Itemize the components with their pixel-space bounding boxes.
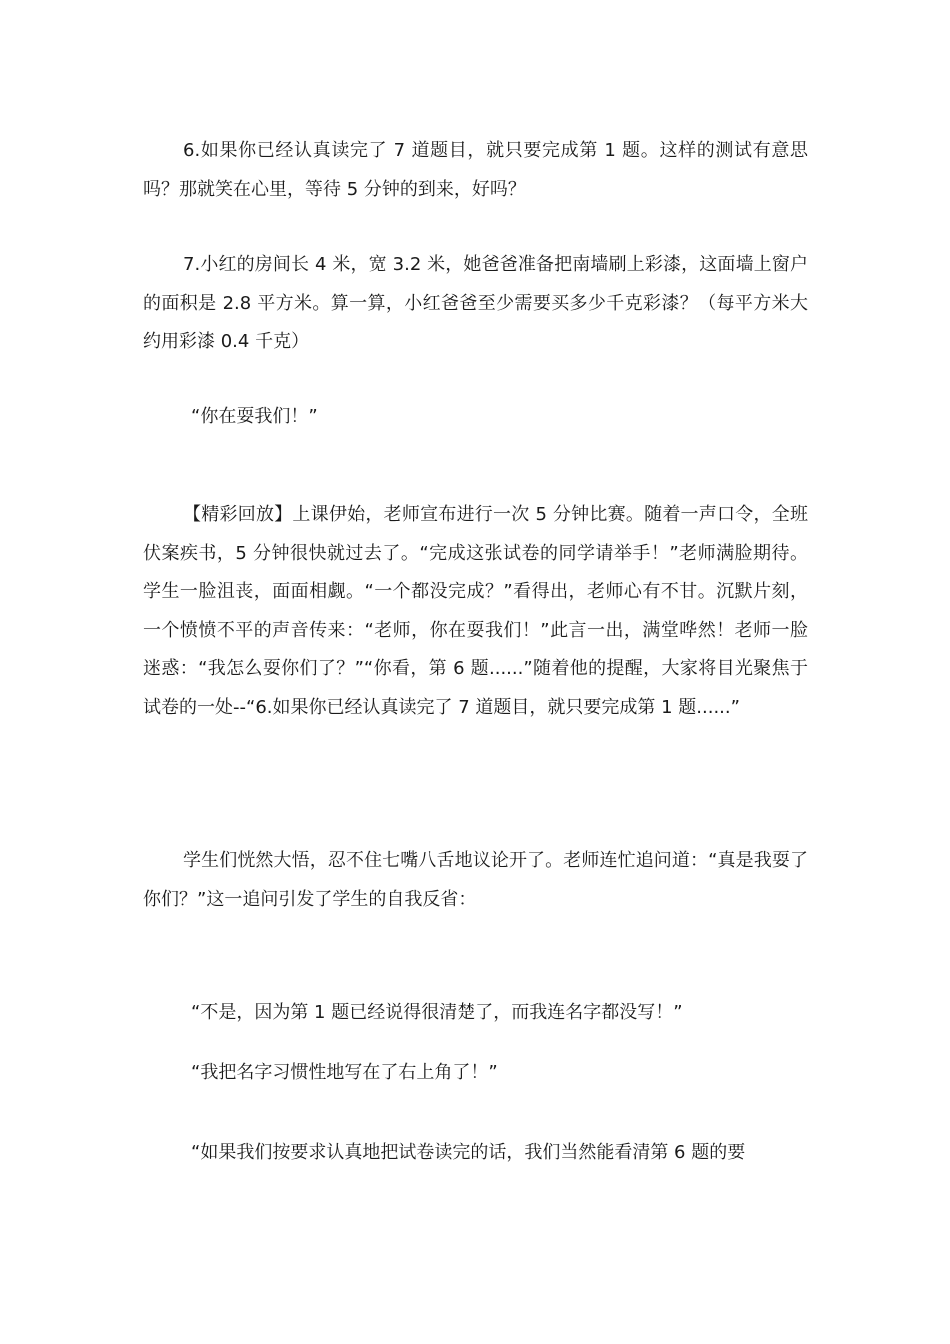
paragraph-question-6: 6.如果你已经认真读完了 7 道题目，就只要完成第 1 题。这样的测试有意思吗？那就笑在心里，等待 5 分钟的到来，好吗？: [143, 140, 808, 200]
paragraph-highlight-replay: 【精彩回放】上课伊始，老师宣布进行一次 5 分钟比赛。随着一声口令，全班伏案疾书，5 分钟很快就过去了。“完成这张试卷的同学请举手！”老师满脸期待。学生一脸沮丧，面面相觑。“一个都没完成？”看得出，老师心有不甘。沉默片刻，一个愤愤不平的声音传来：“老师，你在耍我们！”此言一出，满堂哗然！老师一脸迷惑：“我怎么耍你们了？”“你看，第 6 题......”随着他的提醒，大家将目光聚焦于试卷的一处--“6.如果你已经认真读完了 7 道题目，就只要完成第 1 题......”: [143, 504, 808, 718]
paragraph-student-reply-1: “不是，因为第 1 题已经说得很清楚了，而我连名字都没写！”: [191, 1002, 683, 1023]
paragraph-heading-quote: “你在耍我们！”: [191, 406, 318, 427]
paragraph-student-reply-3: “如果我们按要求认真地把试卷读完的话，我们当然能看清第 6 题的要: [191, 1142, 746, 1163]
paragraph-student-reply-2: “我把名字习惯性地写在了右上角了！”: [191, 1062, 498, 1083]
paragraph-question-7: 7.小红的房间长 4 米，宽 3.2 米，她爸爸准备把南墙刷上彩漆，这面墙上窗户的面积是 2.8 平方米。算一算，小红爸爸至少需要买多少千克彩漆？（每平方米大约用彩漆 0.4 千克）: [143, 254, 808, 352]
paragraph-students-realize: 学生们恍然大悟，忍不住七嘴八舌地议论开了。老师连忙追问道：“真是我耍了你们？”这一追问引发了学生的自我反省：: [143, 850, 808, 910]
